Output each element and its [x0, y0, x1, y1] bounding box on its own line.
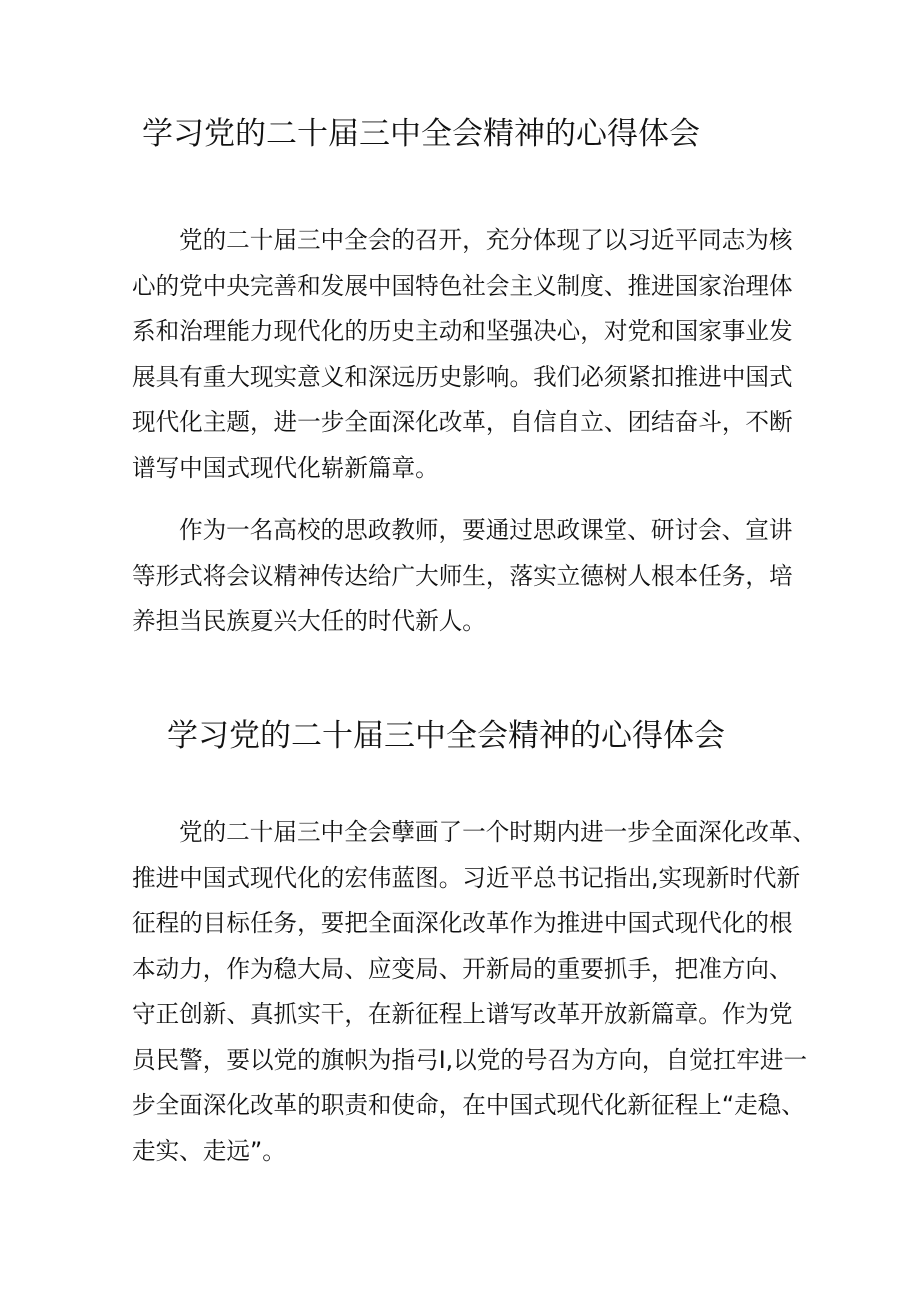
text-line: 养担当民族夏兴大任的时代新人。 [132, 607, 486, 635]
text-line: 员民警，要以党的旗帜为指弓I,以党的号召为方向，自觉扛牢进一 [132, 1045, 808, 1074]
text-line: 守正创新、真抓实干，在新征程上谱写改革开放新篇章。作为党 [132, 1000, 793, 1028]
section-1-title: 学习党的二十届三中全会精神的心得体会 [142, 116, 700, 152]
text-line: 系和治理能力现代化的历史主动和坚强决心，对党和国家事业发 [132, 317, 793, 345]
text-line: 心的党中央完善和发展中国特色社会主义制度、推进国家治理体 [132, 271, 793, 300]
text-line: 征程的目标任务，要把全面深化改革作为推进中国式现代化的根 [132, 909, 793, 937]
text-line: 党的二十届三中全会孽画了一个时期内进一步全面深化改革、 [179, 818, 817, 846]
section-1-paragraph-2 [132, 508, 793, 645]
text-line: 展具有重大现实意义和深远历史影响。我们必须紧扣推进中国式 [132, 362, 793, 391]
text-line: 现代化主题，进一步全面深化改革，自信自立、团结奋斗，不断 [132, 408, 793, 436]
text-line: 走实、走远”。 [132, 1136, 286, 1165]
text-line: 推进中国式现代化的宏伟蓝图。习近平总书记指出,实现新时代新 [132, 863, 801, 892]
text-line: 谱写中国式现代化崭新篇章。 [132, 453, 439, 482]
text-line: 本动力，作为稳大局、应变局、开新局的重要抓手，把准方向、 [132, 954, 793, 983]
text-line: 等形式将会议精神传达给广大师生，落实立德树人根本任务，培 [132, 561, 793, 590]
section-2-title: 学习党的二十届三中全会精神的心得体会 [167, 718, 725, 754]
text-line: 党的二十届三中全会的召开，充分体现了以习近平同志为核 [179, 226, 793, 254]
text-line: 作为一名高校的思政教师，要通过思政课堂、研讨会、宣讲 [179, 516, 793, 544]
section-1-paragraph-1 [132, 218, 793, 491]
text-line: 步全面深化改革的职责和使命，在中国式现代化新征程上“走稳、 [132, 1091, 805, 1119]
section-2-paragraph-1 [132, 810, 816, 1174]
